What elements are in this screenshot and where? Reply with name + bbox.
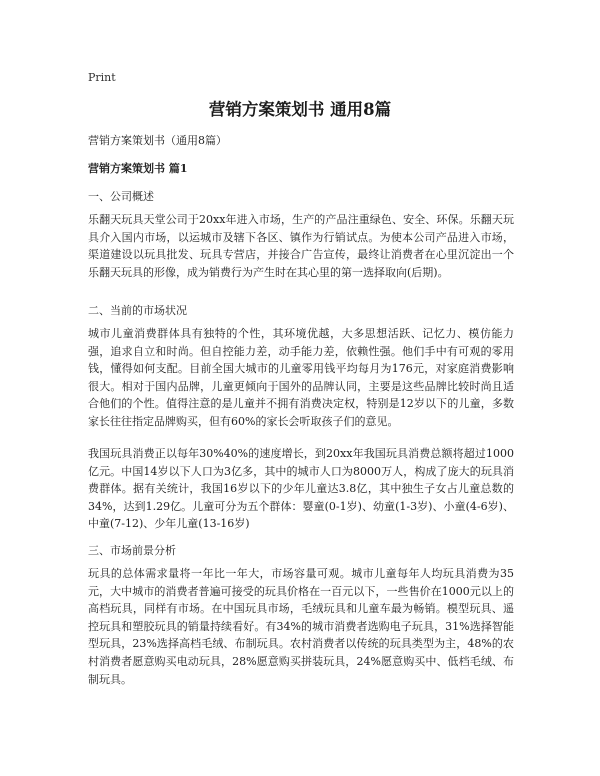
- paragraph-company-overview: 乐翻天玩具天堂公司于20xx年进入市场，生产的产品注重绿色、安全、环保。乐翻天玩具介入国内市场，以运城市及辖下各区、镇作为行销试点。为使本公司产品进入市场，渠道建设以玩具批发、玩具专营店，并接合广告宣传，最终让消费者在心里沉淀出一个乐翻天玩具的形像，成为销费行为产生时在其心里的第一选择取向(后期)。: [88, 213, 514, 279]
- document-subtitle: 营销方案策划书（通用8篇）: [88, 134, 227, 147]
- paragraph-market-status: 城市儿童消费群体具有独特的个性，其环境优越，大多思想活跃、记忆力、模仿能力强，追求自立和时尚。但自控能力差，动手能力差，依赖性强。他们手中有可观的零用钱，懂得如何支配。目前全国大城市的儿童零用钱平均每月为176元，对家庭消费影响很大。相对于国内品牌，儿童更倾向于国外的品牌认同，主要是这些品牌比较时尚且适合他们的个性。值得注意的是儿童并不拥有消费决定权，特别是12岁以下的儿童，多数家长往往指定品牌购买，但有60%的家长会听取孩子们的意见。: [88, 327, 514, 428]
- document-title: 营销方案策划书 通用8篇: [208, 100, 392, 119]
- heading-market-status: 二、当前的市场状况: [88, 304, 187, 317]
- heading-company-overview: 一、公司概述: [88, 190, 154, 203]
- paragraph-consumption-growth: 我国玩具消费正以每年30%40%的速度增长，到20xx年我国玩具消费总额将超过1000亿元。中国14岁以下人口为3亿多，其中的城市人口为8000万人，构成了庞大的玩具消费群体。据有关统计，我国16岁以下的少年儿童达3.8亿，其中独生子女占儿童总数的34%，达到1.29亿。儿童可分为五个群体：婴童(0-1岁)、幼童(1-3岁)、小童(4-6岁)、中童(7-12)、少年儿童(13-16岁): [88, 447, 514, 531]
- heading-market-outlook: 三、市场前景分析: [88, 544, 176, 557]
- print-label[interactable]: Print: [88, 71, 116, 84]
- section-title: 营销方案策划书 篇1: [88, 162, 188, 175]
- paragraph-market-outlook: 玩具的总体需求量将一年比一年大，市场容量可观。城市儿童每年人均玩具消费为35元，大中城市的消费者普遍可接受的玩具价格在一百元以下，一些售价在1000元以上的高档玩具，同样有市场。在中国玩具市场，毛绒玩具和儿童车最为畅销。模型玩具、遥控玩具和塑胶玩具的销量持续看好。有34%的城市消费者选购电子玩具，31%选择智能型玩具，23%选择高档毛绒、布制玩具。农村消费者以传统的玩具类型为主，48%的农村消费者愿意购买电动玩具，28%愿意购买拼装玩具，24%愿意购买中、低档毛绒、布制玩具。: [88, 567, 514, 686]
